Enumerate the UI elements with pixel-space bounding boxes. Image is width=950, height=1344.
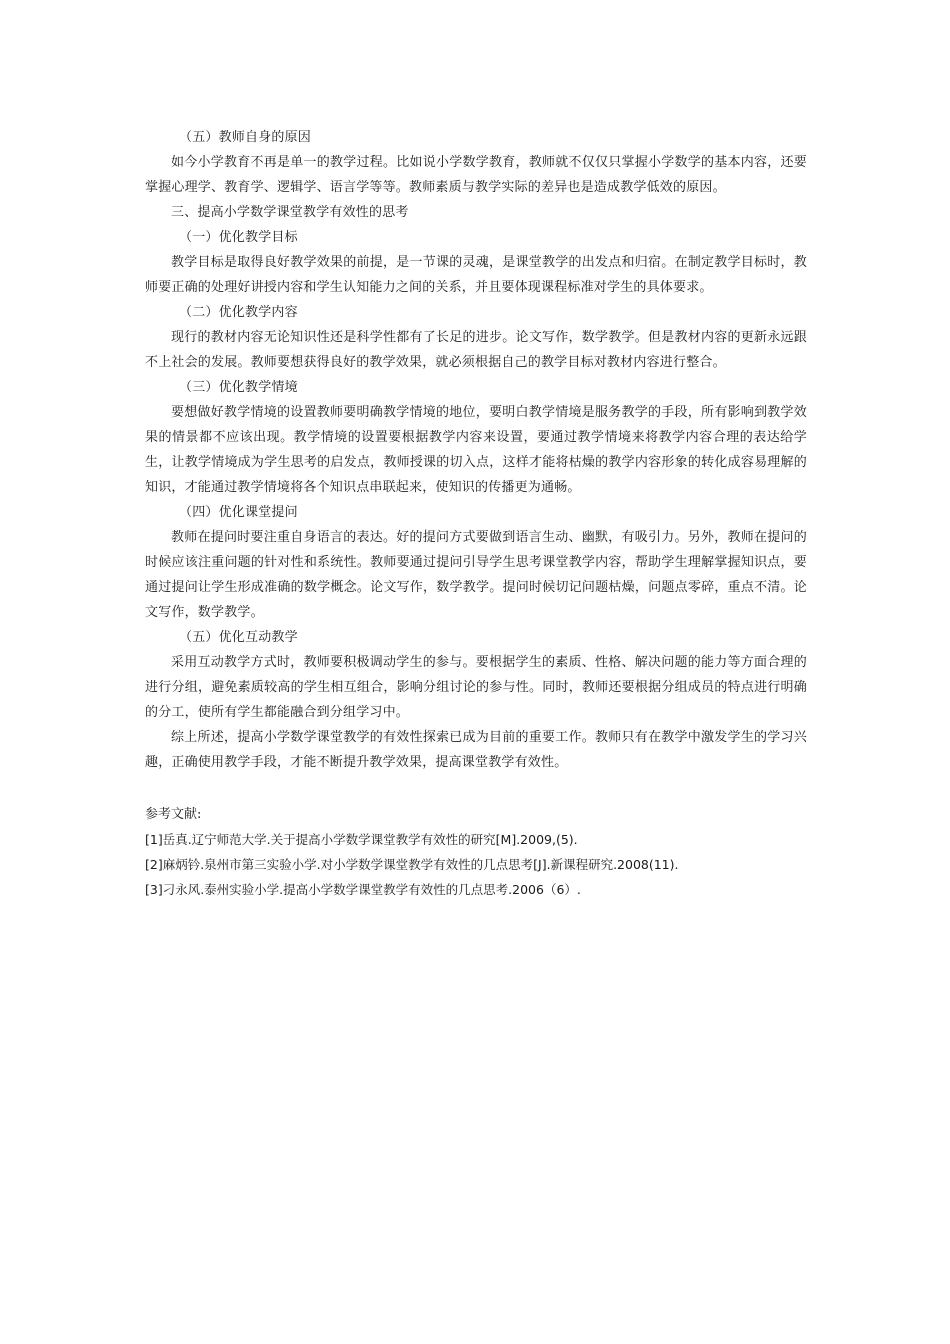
reference-item: [3]刁永风.泰州实验小学.提高小学数学课堂教学有效性的几点思考.2006（6）.	[145, 882, 581, 897]
document-page	[145, 125, 807, 902]
section-heading: （五）教师自身的原因	[179, 130, 312, 145]
paragraph: 要想做好教学情境的设置教师要明确教学情境的地位，要明白教学情境是服务教学的手段，所有影响到教学效果的情景都不应该出现。教学情境的设置要根据教学内容来设置，要通过教学情境来将教学内容合理的表达给学生，让教学情境成为学生思考的启发点，教师授课的切入点，这样才能将枯燥的教学内容形象的转化成容易理解的知识，才能通过教学情境将各个知识点串联起来，使知识的传播更为通畅。	[145, 405, 807, 495]
document-body	[145, 125, 807, 775]
paragraph: 采用互动教学方式时，教师要积极调动学生的参与。要根据学生的素质、性格、解决问题的能力等方面合理的进行分组，避免素质较高的学生相互组合，影响分组讨论的参与性。同时，教师还要根据分组成员的特点进行明确的分工，使所有学生都能融合到分组学习中。	[145, 655, 807, 720]
paragraph: 如今小学教育不再是单一的教学过程。比如说小学数学教育，教师就不仅仅只掌握小学数学的基本内容，还要掌握心理学、教育学、逻辑学、语言学等等。教师素质与教学实际的差异也是造成教学低效的原因。	[145, 155, 807, 195]
chapter-heading: 三、提高小学数学课堂教学有效性的思考	[171, 205, 409, 220]
reference-item: [2]麻炳钤.泉州市第三实验小学.对小学数学课堂教学有效性的几点思考[J].新课程研究.2008(11).	[145, 857, 679, 872]
section-heading: （四）优化课堂提问	[179, 505, 298, 520]
references	[145, 802, 807, 902]
conclusion-paragraph: 综上所述，提高小学数学课堂教学的有效性探索已成为目前的重要工作。教师只有在教学中激发学生的学习兴趣，正确使用教学手段，才能不断提升教学效果，提高课堂教学有效性。	[145, 730, 807, 770]
references-title: 参考文献:	[145, 807, 202, 822]
paragraph: 教学目标是取得良好教学效果的前提，是一节课的灵魂，是课堂教学的出发点和归宿。在制定教学目标时，教师要正确的处理好讲授内容和学生认知能力之间的关系，并且要体现课程标准对学生的具体要求。	[145, 255, 807, 295]
paragraph: 现行的教材内容无论知识性还是科学性都有了长足的进步。论文写作，数学教学。但是教材内容的更新永远跟不上社会的发展。教师要想获得良好的教学效果，就必须根据自己的教学目标对教材内容进行整合。	[145, 330, 807, 370]
section-heading: （三）优化教学情境	[179, 380, 298, 395]
section-heading: （五）优化互动教学	[179, 630, 298, 645]
paragraph: 教师在提问时要注重自身语言的表达。好的提问方式要做到语言生动、幽默，有吸引力。另外，教师在提问的时候应该注重问题的针对性和系统性。教师要通过提问引导学生思考课堂教学内容，帮助学生理解掌握知识点，要通过提问让学生形成准确的数学概念。论文写作，数学教学。提问时候切记问题枯燥，问题点零碎，重点不清。论文写作，数学教学。	[145, 530, 807, 620]
section-heading: （一）优化教学目标	[179, 230, 298, 245]
section-heading: （二）优化教学内容	[179, 305, 298, 320]
reference-item: [1]岳真.辽宁师范大学.关于提高小学数学课堂教学有效性的研究[M].2009,(5).	[145, 832, 578, 847]
